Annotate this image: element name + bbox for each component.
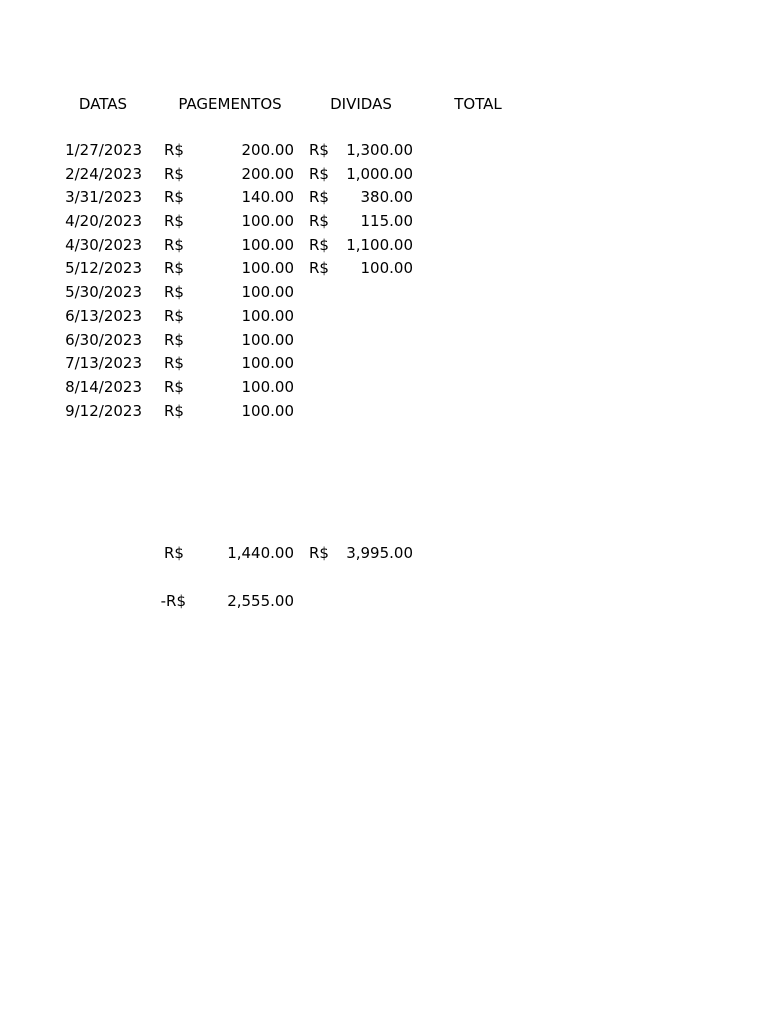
divida-cell: 380.00: [360, 188, 413, 207]
pagamento-currency-cell: R$: [164, 212, 184, 231]
divida-currency-cell: R$: [309, 164, 329, 183]
table-row: [0, 259, 768, 283]
pagamento-cell: 100.00: [241, 354, 294, 373]
table-row: [0, 188, 768, 212]
table-row: [0, 236, 768, 260]
pagamento-currency-cell: R$: [164, 401, 184, 420]
pagamento-cell: 100.00: [241, 401, 294, 420]
table-row: [0, 354, 768, 378]
pagamento-cell: 100.00: [241, 283, 294, 302]
pagamento-currency-cell: R$: [164, 377, 184, 396]
date-cell: 7/13/2023: [65, 354, 142, 373]
header-dividas: DIVIDAS: [330, 95, 392, 113]
divida-currency-cell: R$: [309, 235, 329, 254]
pagamento-cell: 100.00: [241, 235, 294, 254]
pagamento-cell: 100.00: [241, 330, 294, 349]
divida-cell: 100.00: [360, 259, 413, 278]
header-datas: DATAS: [78, 95, 128, 113]
pagamento-cell: 100.00: [241, 259, 294, 278]
pagamento-cell: 100.00: [241, 212, 294, 231]
pagamento-cell: 200.00: [241, 141, 294, 159]
data-rows: [0, 141, 768, 425]
table-row: [0, 402, 768, 426]
divida-cell: 1,000.00: [346, 164, 413, 183]
table-row: [0, 307, 768, 331]
balance-value: 2,555.00: [227, 592, 294, 610]
pagamento-cell: 100.00: [241, 306, 294, 325]
totals-dividas-currency: R$: [309, 544, 329, 562]
date-cell: 5/12/2023: [65, 259, 142, 278]
table-row: [0, 165, 768, 189]
divida-cell: 1,100.00: [346, 235, 413, 254]
totals-pagamentos-currency: R$: [164, 544, 184, 562]
pagamento-currency-cell: R$: [164, 141, 184, 159]
pagamento-currency-cell: R$: [164, 306, 184, 325]
date-cell: 9/12/2023: [65, 401, 142, 420]
divida-currency-cell: R$: [309, 259, 329, 278]
divida-currency-cell: R$: [309, 188, 329, 207]
date-cell: 1/27/2023: [65, 141, 142, 159]
pagamento-cell: 200.00: [241, 164, 294, 183]
pagamento-currency-cell: R$: [164, 283, 184, 302]
date-cell: 4/20/2023: [65, 212, 142, 231]
table-row: [0, 378, 768, 402]
balance-row: [0, 592, 768, 612]
pagamento-currency-cell: R$: [164, 164, 184, 183]
date-cell: 4/30/2023: [65, 235, 142, 254]
date-cell: 6/30/2023: [65, 330, 142, 349]
divida-cell: 115.00: [360, 212, 413, 231]
table-row: [0, 283, 768, 307]
totals-dividas-value: 3,995.00: [346, 544, 413, 562]
pagamento-cell: 100.00: [241, 377, 294, 396]
pagamento-currency-cell: R$: [164, 330, 184, 349]
divida-currency-cell: R$: [309, 141, 329, 159]
totals-row: [0, 544, 768, 564]
pagamento-currency-cell: R$: [164, 259, 184, 278]
header-row: [0, 95, 768, 115]
table-row: [0, 212, 768, 236]
date-cell: 8/14/2023: [65, 377, 142, 396]
table-row: [0, 331, 768, 355]
divida-cell: 1,300.00: [346, 141, 413, 159]
header-pagamentos: PAGEMENTOS: [178, 95, 282, 113]
totals-pagamentos-value: 1,440.00: [227, 544, 294, 562]
date-cell: 5/30/2023: [65, 283, 142, 302]
pagamento-currency-cell: R$: [164, 354, 184, 373]
balance-currency: -R$: [160, 592, 186, 610]
date-cell: 3/31/2023: [65, 188, 142, 207]
date-cell: 6/13/2023: [65, 306, 142, 325]
pagamento-currency-cell: R$: [164, 235, 184, 254]
header-total: TOTAL: [454, 95, 502, 113]
date-cell: 2/24/2023: [65, 164, 142, 183]
table-row: [0, 141, 768, 165]
pagamento-currency-cell: R$: [164, 188, 184, 207]
divida-currency-cell: R$: [309, 212, 329, 231]
pagamento-cell: 140.00: [241, 188, 294, 207]
